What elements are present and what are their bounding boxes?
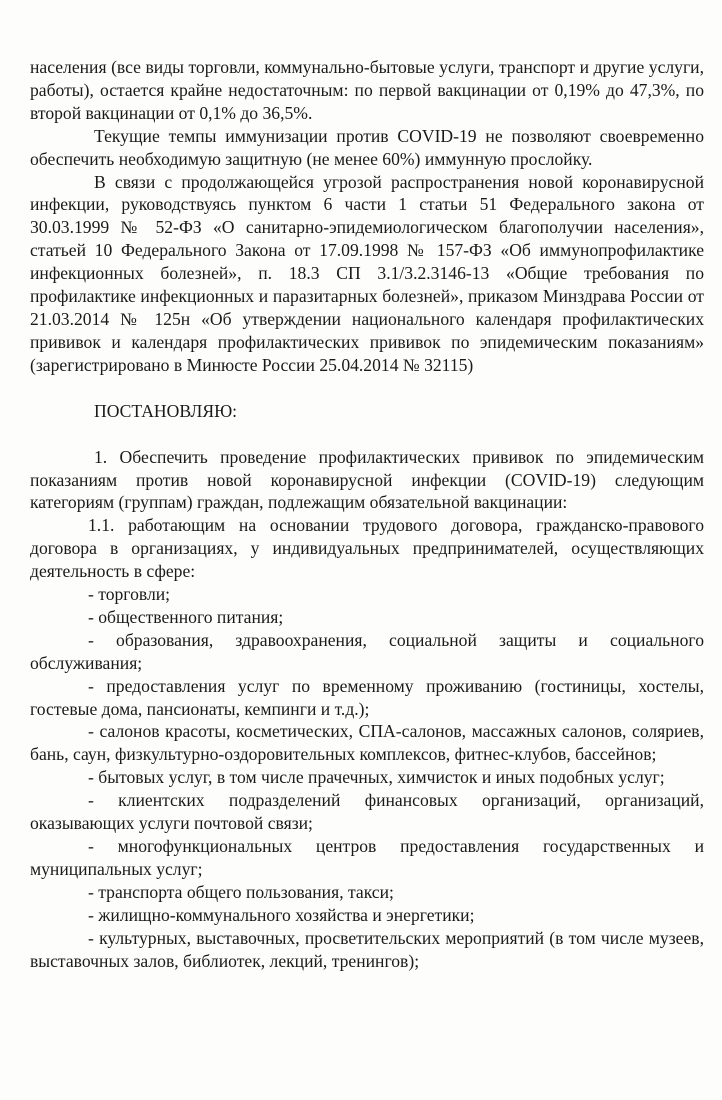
list-item: - бытовых услуг, в том числе прачечных, химчисток и иных подобных услуг; xyxy=(88,767,665,788)
clause-1-1: 1.1. работающим на основании трудового договора, гражданско-правового договора в организациях, у индивидуальных предпринимателей, осуществляющих деятельность в сфере: xyxy=(30,515,704,582)
list-item: - предоставления услуг по временному проживанию (гостиницы, хостелы, гостевые дома, пансионаты, кемпинги и т.д.); xyxy=(30,675,704,719)
paragraph-population-vaccination: населения (все виды торговли, коммунально-бытовые услуги, транспорт и другие услуги, работы), остается крайне недостаточным: по первой вакцинации от 0,19% до 47,3%, по второй вакцинации от 0,1% до 36,5%. xyxy=(30,57,704,123)
list-item: - жилищно-коммунального хозяйства и энергетики; xyxy=(88,904,475,925)
list-item: - клиентских подразделений финансовых организаций, организаций, оказывающих услуги почтовой связи; xyxy=(30,790,704,834)
resolution-heading: ПОСТАНОВЛЯЮ: xyxy=(94,400,238,421)
list-item: - культурных, выставочных, просветительских мероприятий (в том числе музеев, выставочных залов, библиотек, лекций, тренингов); xyxy=(30,927,704,971)
sector-list xyxy=(30,583,704,972)
list-item: - транспорта общего пользования, такси; xyxy=(88,881,394,902)
list-item: - салонов красоты, косметических, СПА-салонов, массажных салонов, соляриев, бань, саун, физкультурно-оздоровительных комплексов, фитнес-клубов, бассейнов; xyxy=(30,721,704,765)
clause-1: 1. Обеспечить проведение профилактических прививок по эпидемическим показаниям против новой коронавирусной инфекции (COVID-19) следующим категориям (группам) граждан, подлежащим обязательной вакцинации: xyxy=(30,446,704,513)
paragraph-legal-basis: В связи с продолжающейся угрозой распространения новой коронавирусной инфекции, руководствуясь пунктом 6 части 1 статьи 51 Федерального закона от 30.03.1999 № 52-ФЗ «О санитарно-эпидемиологическом благополучии населения», статьей 10 Федерального Закона от 17.09.1998 № 157-ФЗ «Об иммунопрофилактике инфекционных болезней», п. 18.3 СП 3.1/3.2.3146-13 «Общие требования по профилактике инфекционных и паразитарных болезней», приказом Минздрава России от 21.03.2014 № 125н «Об утверждении национального календаря профилактических прививок и календаря профилактических прививок по эпидемическим показаниям» (зарегистрировано в Минюсте России 25.04.2014 № 32115) xyxy=(30,171,704,375)
list-item: - многофункциональных центров предоставления государственных и муниципальных услуг; xyxy=(30,836,704,879)
document-body xyxy=(30,56,704,972)
list-item: - торговли; xyxy=(88,584,171,605)
list-item: - образования, здравоохранения, социальной защиты и социального обслуживания; xyxy=(30,629,704,673)
list-item: - общественного питания; xyxy=(88,606,284,627)
paragraph-immunization-rates: Текущие темпы иммунизации против COVID-19 не позволяют своевременно обеспечить необходимую защитную (не менее 60%) иммунную прослойку. xyxy=(30,125,704,169)
